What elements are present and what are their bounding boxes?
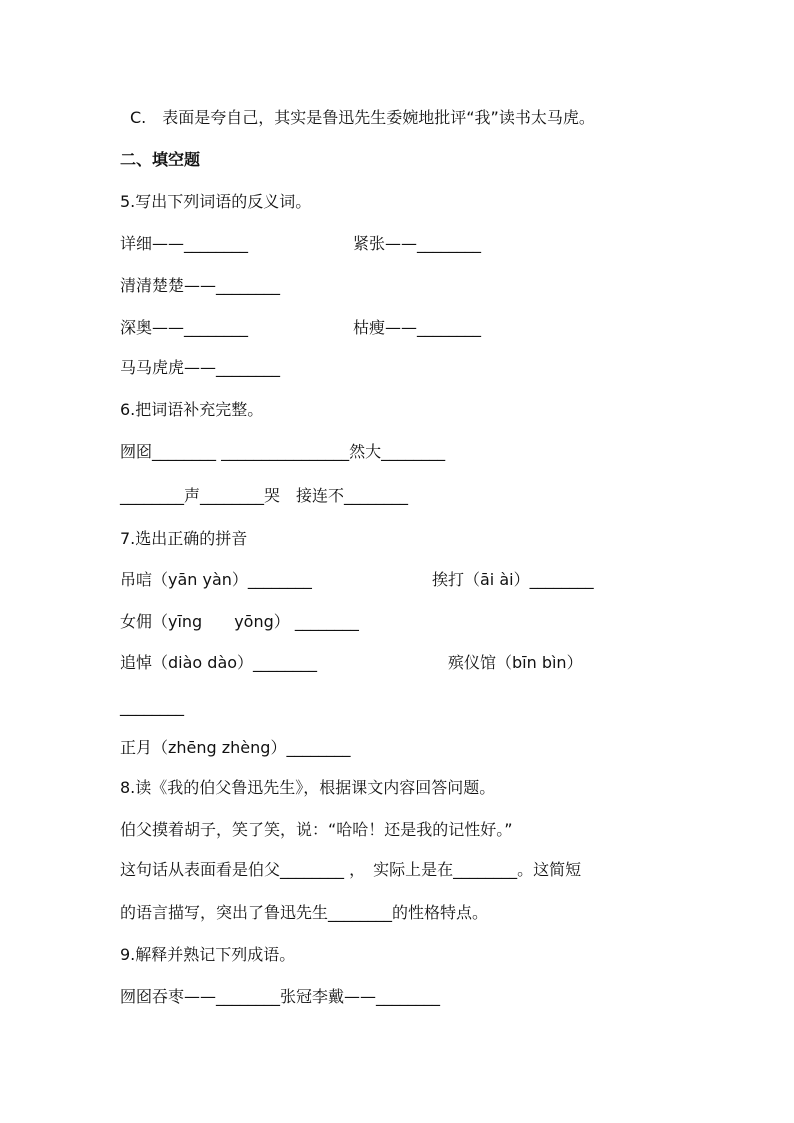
- q5-row2: 清清楚楚——________: [120, 276, 281, 295]
- q8-line1: 这句话从表面看是伯父________ ， 实际上是在________。这简短: [120, 860, 582, 879]
- q7-row5: 正月（zhēng zhèng）________: [120, 738, 351, 757]
- q8-line2: 的语言描写，突出了鲁迅先生________的性格特点。: [120, 903, 489, 922]
- q5-row3-right: 枯瘦——________: [353, 318, 482, 337]
- q9-row1: 囫囵吞枣——________张冠李戴——________: [120, 987, 441, 1006]
- q7-row4: ________: [120, 697, 184, 716]
- q7-row1-right: 挨打（āi ài）________: [432, 570, 594, 589]
- q7-title: 7.选出正确的拼音: [120, 529, 248, 548]
- q9-title: 9.解释并熟记下列成语。: [120, 945, 296, 964]
- q6-title: 6.把词语补充完整。: [120, 400, 264, 419]
- q8-quote: 伯父摸着胡子，笑了笑，说：“哈哈！还是我的记性好。”: [120, 820, 513, 839]
- q8-title: 8.读《我的伯父鲁迅先生》，根据课文内容回答问题。: [120, 778, 496, 797]
- q7-row3-left: 追悼（diào dào）________: [120, 653, 318, 672]
- q5-row4: 马马虎虎——________: [120, 358, 281, 377]
- option-c: C. 表面是夸自己，其实是鲁迅先生委婉地批评“我”读书太马虎。: [130, 108, 595, 127]
- q7-row3-right: 殡仪馆（bīn bìn）: [448, 653, 583, 672]
- q6-row1: 囫囵________ ________________然大________: [120, 442, 446, 461]
- q6-row2: ________声________哭 接连不________: [120, 486, 409, 505]
- q5-row1-left: 详细——________: [120, 234, 249, 253]
- q5-row3-left: 深奥——________: [120, 318, 249, 337]
- q5-row1-right: 紧张——________: [353, 234, 482, 253]
- q7-row2: 女佣（yīng yōng） ________: [120, 612, 359, 631]
- section-title: 二、填空题: [120, 150, 201, 169]
- q7-row1-left: 吊唁（yān yàn）________: [120, 570, 312, 589]
- q5-title: 5.写出下列词语的反义词。: [120, 192, 312, 211]
